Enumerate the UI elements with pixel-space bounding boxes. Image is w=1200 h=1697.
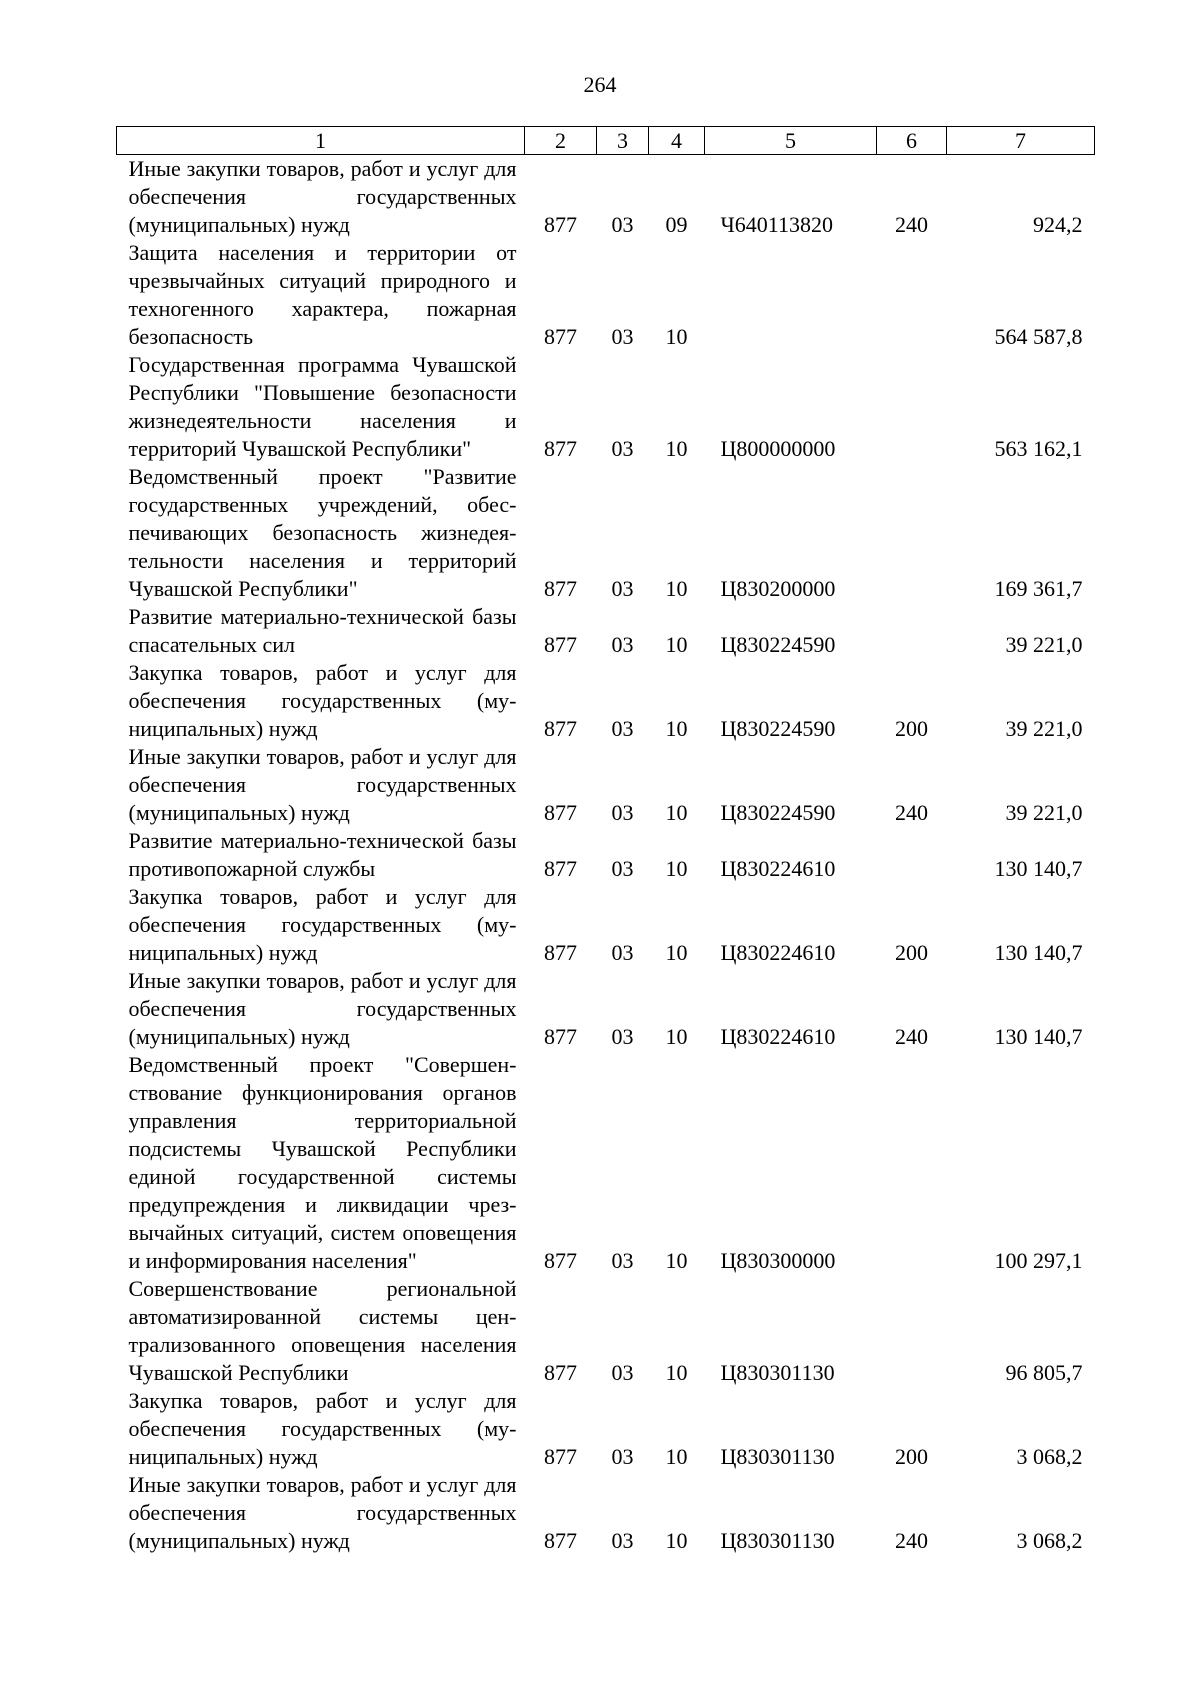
column-number-row: [117, 127, 1095, 155]
subsection-code-cell: 10: [665, 436, 688, 461]
subsection-code-cell: 10: [665, 1444, 688, 1469]
section-code-cell: 03: [611, 212, 634, 237]
amount-cell: 3 068,2: [1016, 1444, 1083, 1469]
column-header: 5: [705, 127, 877, 155]
column-header: 7: [947, 127, 1095, 155]
table-row: [117, 1051, 1095, 1275]
column-header: 2: [525, 127, 597, 155]
expense-type-cell: [877, 1275, 947, 1387]
subsection-code-cell: 09: [665, 212, 688, 237]
amount-cell: 130 140,7: [994, 1024, 1083, 1049]
subsection-code-cell: 10: [665, 324, 688, 349]
table-row: [117, 1275, 1095, 1387]
row-name-cell: Закупка товаров, работ и услуг для обеспечения государственных (муниципальных) нужд: [128, 884, 517, 965]
row-name-cell: Закупка товаров, работ и услуг для обеспечения государственных (муниципальных) нужд: [128, 1388, 517, 1469]
target-article-cell: Ц830224590: [720, 632, 836, 657]
subsection-code-cell: 10: [665, 1248, 688, 1273]
table-row: [117, 603, 1095, 659]
target-article-cell: Ц830224590: [720, 800, 836, 825]
row-name-cell: Иные закупки товаров, работ и услуг для обеспечения государственных (муниципальных) нужд: [128, 968, 517, 1049]
amount-cell: 96 805,7: [1005, 1360, 1083, 1385]
subsection-code-cell: 10: [665, 1360, 688, 1385]
section-code-cell: 03: [611, 940, 634, 965]
section-code-cell: 03: [611, 1024, 634, 1049]
department-code-cell: 877: [544, 1444, 577, 1469]
department-code-cell: 877: [544, 1248, 577, 1273]
department-code-cell: 877: [544, 940, 577, 965]
expense-type-cell: 200: [895, 940, 928, 965]
department-code-cell: 877: [544, 1360, 577, 1385]
row-name-cell: Развитие материально-технической базы противопожарной службы: [128, 828, 517, 881]
department-code-cell: 877: [544, 1024, 577, 1049]
target-article-cell: Ц830300000: [720, 1248, 836, 1273]
expense-type-cell: [877, 827, 947, 883]
department-code-cell: 877: [544, 1528, 577, 1553]
expense-type-cell: 240: [895, 212, 928, 237]
expense-type-cell: [877, 239, 947, 351]
target-article-cell: Ц800000000: [720, 436, 836, 461]
table-row: [117, 155, 1095, 240]
section-code-cell: 03: [611, 1248, 634, 1273]
target-article-cell: Ч640113820: [720, 212, 833, 237]
target-article-cell: Ц830301130: [720, 1444, 835, 1469]
table-row: [117, 239, 1095, 351]
amount-cell: 3 068,2: [1016, 1528, 1083, 1553]
page-number: 264: [583, 72, 617, 97]
table-row: [117, 351, 1095, 463]
table-row: [117, 463, 1095, 603]
amount-cell: 39 221,0: [1005, 800, 1083, 825]
department-code-cell: 877: [544, 856, 577, 881]
expense-type-cell: [877, 351, 947, 463]
subsection-code-cell: 10: [665, 1024, 688, 1049]
department-code-cell: 877: [544, 800, 577, 825]
row-name-cell: Закупка товаров, работ и услуг для обеспечения государственных (муниципальных) нужд: [128, 660, 517, 741]
table-row: [117, 1387, 1095, 1471]
amount-cell: 924,2: [1033, 212, 1083, 237]
department-code-cell: 877: [544, 324, 577, 349]
section-code-cell: 03: [611, 1360, 634, 1385]
subsection-code-cell: 10: [665, 1528, 688, 1553]
table-row: [117, 659, 1095, 743]
section-code-cell: 03: [611, 436, 634, 461]
subsection-code-cell: 10: [665, 576, 688, 601]
row-name-cell: Совершенствование региональной автоматизированной системы централизованного оповещения населения Чувашской Республики: [128, 1276, 517, 1385]
amount-cell: 39 221,0: [1005, 716, 1083, 741]
section-code-cell: 03: [611, 324, 634, 349]
amount-cell: 130 140,7: [994, 940, 1083, 965]
section-code-cell: 03: [611, 856, 634, 881]
table-row: [117, 883, 1095, 967]
budget-table: [116, 126, 1095, 1555]
column-header: 3: [597, 127, 649, 155]
expense-type-cell: [877, 1051, 947, 1275]
target-article-cell: Ц830224590: [720, 716, 836, 741]
table-row: [117, 827, 1095, 883]
target-article-cell: Ц830301130: [720, 1360, 835, 1385]
section-code-cell: 03: [611, 1444, 634, 1469]
subsection-code-cell: 10: [665, 856, 688, 881]
row-name-cell: Защита населения и территории от чрезвычайных ситуаций природного и техногенного характера, пожарная безопасность: [128, 240, 517, 349]
section-code-cell: 03: [611, 800, 634, 825]
subsection-code-cell: 10: [665, 716, 688, 741]
row-name-cell: Иные закупки товаров, работ и услуг для обеспечения государственных (муниципальных) нужд: [128, 156, 517, 237]
column-header: 1: [117, 127, 525, 155]
target-article-cell: Ц830301130: [720, 1528, 835, 1553]
department-code-cell: 877: [544, 716, 577, 741]
expense-type-cell: [877, 463, 947, 603]
table-row: [117, 743, 1095, 827]
amount-cell: 130 140,7: [994, 856, 1083, 881]
table-row: [117, 967, 1095, 1051]
department-code-cell: 877: [544, 436, 577, 461]
department-code-cell: 877: [544, 212, 577, 237]
subsection-code-cell: 10: [665, 632, 688, 657]
section-code-cell: 03: [611, 1528, 634, 1553]
subsection-code-cell: 10: [665, 800, 688, 825]
row-name-cell: Ведомственный проект "Развитие государственных учреждений, обеспечивающих безопасность жизнедеятельности населения и территорий Чувашской Республики": [128, 464, 517, 601]
row-name-cell: Ведомственный проект "Совершенствование функционирования органов управления территориальной подсистемы Чувашской Республики единой государственной системы предупреждения и ликвидации чрезвычайных ситуаций, систем оповещения и информирования населения": [128, 1052, 517, 1273]
target-article-cell: Ц830200000: [720, 576, 836, 601]
department-code-cell: 877: [544, 576, 577, 601]
department-code-cell: 877: [544, 632, 577, 657]
row-name-cell: Иные закупки товаров, работ и услуг для обеспечения государственных (муниципальных) нужд: [128, 1472, 517, 1553]
row-name-cell: Развитие материально-технической базы спасательных сил: [128, 604, 517, 657]
table-row: [117, 1471, 1095, 1555]
row-name-cell: Иные закупки товаров, работ и услуг для обеспечения государственных (муниципальных) нужд: [128, 744, 517, 825]
expense-type-cell: 240: [895, 1024, 928, 1049]
expense-type-cell: 200: [895, 1444, 928, 1469]
amount-cell: 563 162,1: [994, 436, 1083, 461]
amount-cell: 169 361,7: [994, 576, 1083, 601]
subsection-code-cell: 10: [665, 940, 688, 965]
amount-cell: 39 221,0: [1005, 632, 1083, 657]
target-article-cell: Ц830224610: [720, 856, 836, 881]
expense-type-cell: [877, 603, 947, 659]
column-header: 6: [877, 127, 947, 155]
target-article-cell: Ц830224610: [720, 1024, 836, 1049]
target-article-cell: Ц830224610: [720, 940, 836, 965]
column-header: 4: [649, 127, 705, 155]
amount-cell: 564 587,8: [994, 324, 1083, 349]
section-code-cell: 03: [611, 576, 634, 601]
section-code-cell: 03: [611, 632, 634, 657]
section-code-cell: 03: [611, 716, 634, 741]
expense-type-cell: 240: [895, 800, 928, 825]
expense-type-cell: 200: [895, 716, 928, 741]
row-name-cell: Государственная программа Чувашской Республики "Повышение безопасности жизнедеятельности населения и территорий Чувашской Республики": [128, 352, 517, 461]
expense-type-cell: 240: [895, 1528, 928, 1553]
amount-cell: 100 297,1: [994, 1248, 1083, 1273]
target-article-cell: [705, 239, 877, 351]
